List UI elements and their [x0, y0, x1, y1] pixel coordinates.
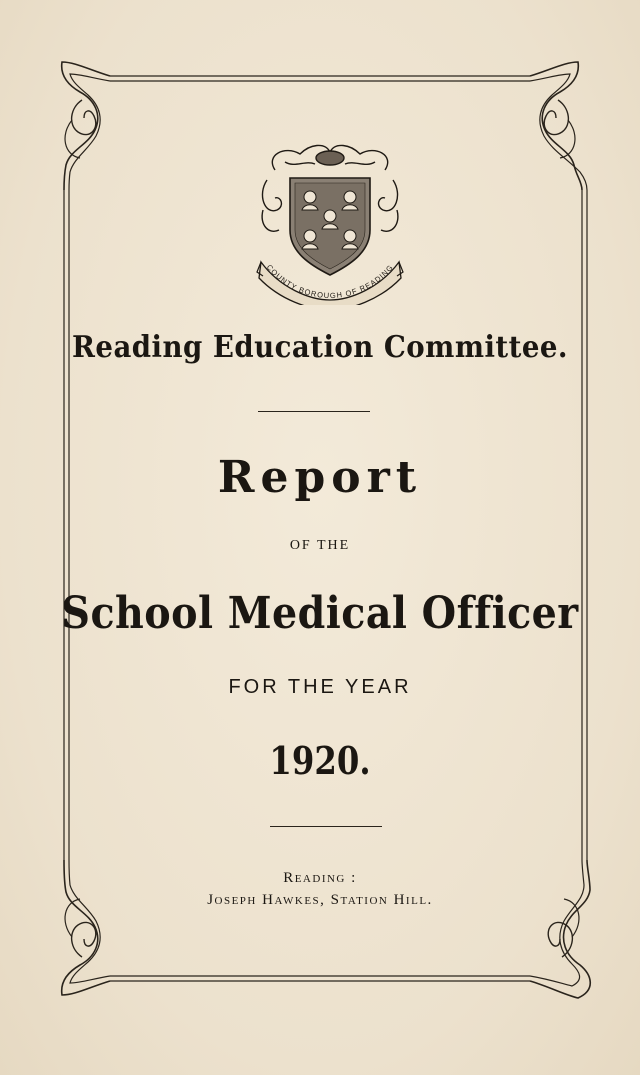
imprint-place: Reading : [283, 870, 357, 886]
of-the-text: OF THE [289, 538, 351, 553]
scroll-motto: COUNTY BOROUGH OF READING [264, 262, 396, 301]
divider-bottom [270, 826, 382, 827]
divider-top [258, 411, 370, 412]
committee-heading: Reading Education Committee. [72, 330, 568, 365]
officer-title: School Medical Officer [61, 588, 579, 639]
imprint-publisher: Joseph Hawkes, Station Hill. [207, 892, 433, 908]
report-title: Report [217, 452, 423, 503]
for-the-year-text: FOR THE YEAR [228, 676, 412, 698]
coat-of-arms-emblem [255, 140, 405, 305]
report-year: 1920. [269, 738, 371, 783]
